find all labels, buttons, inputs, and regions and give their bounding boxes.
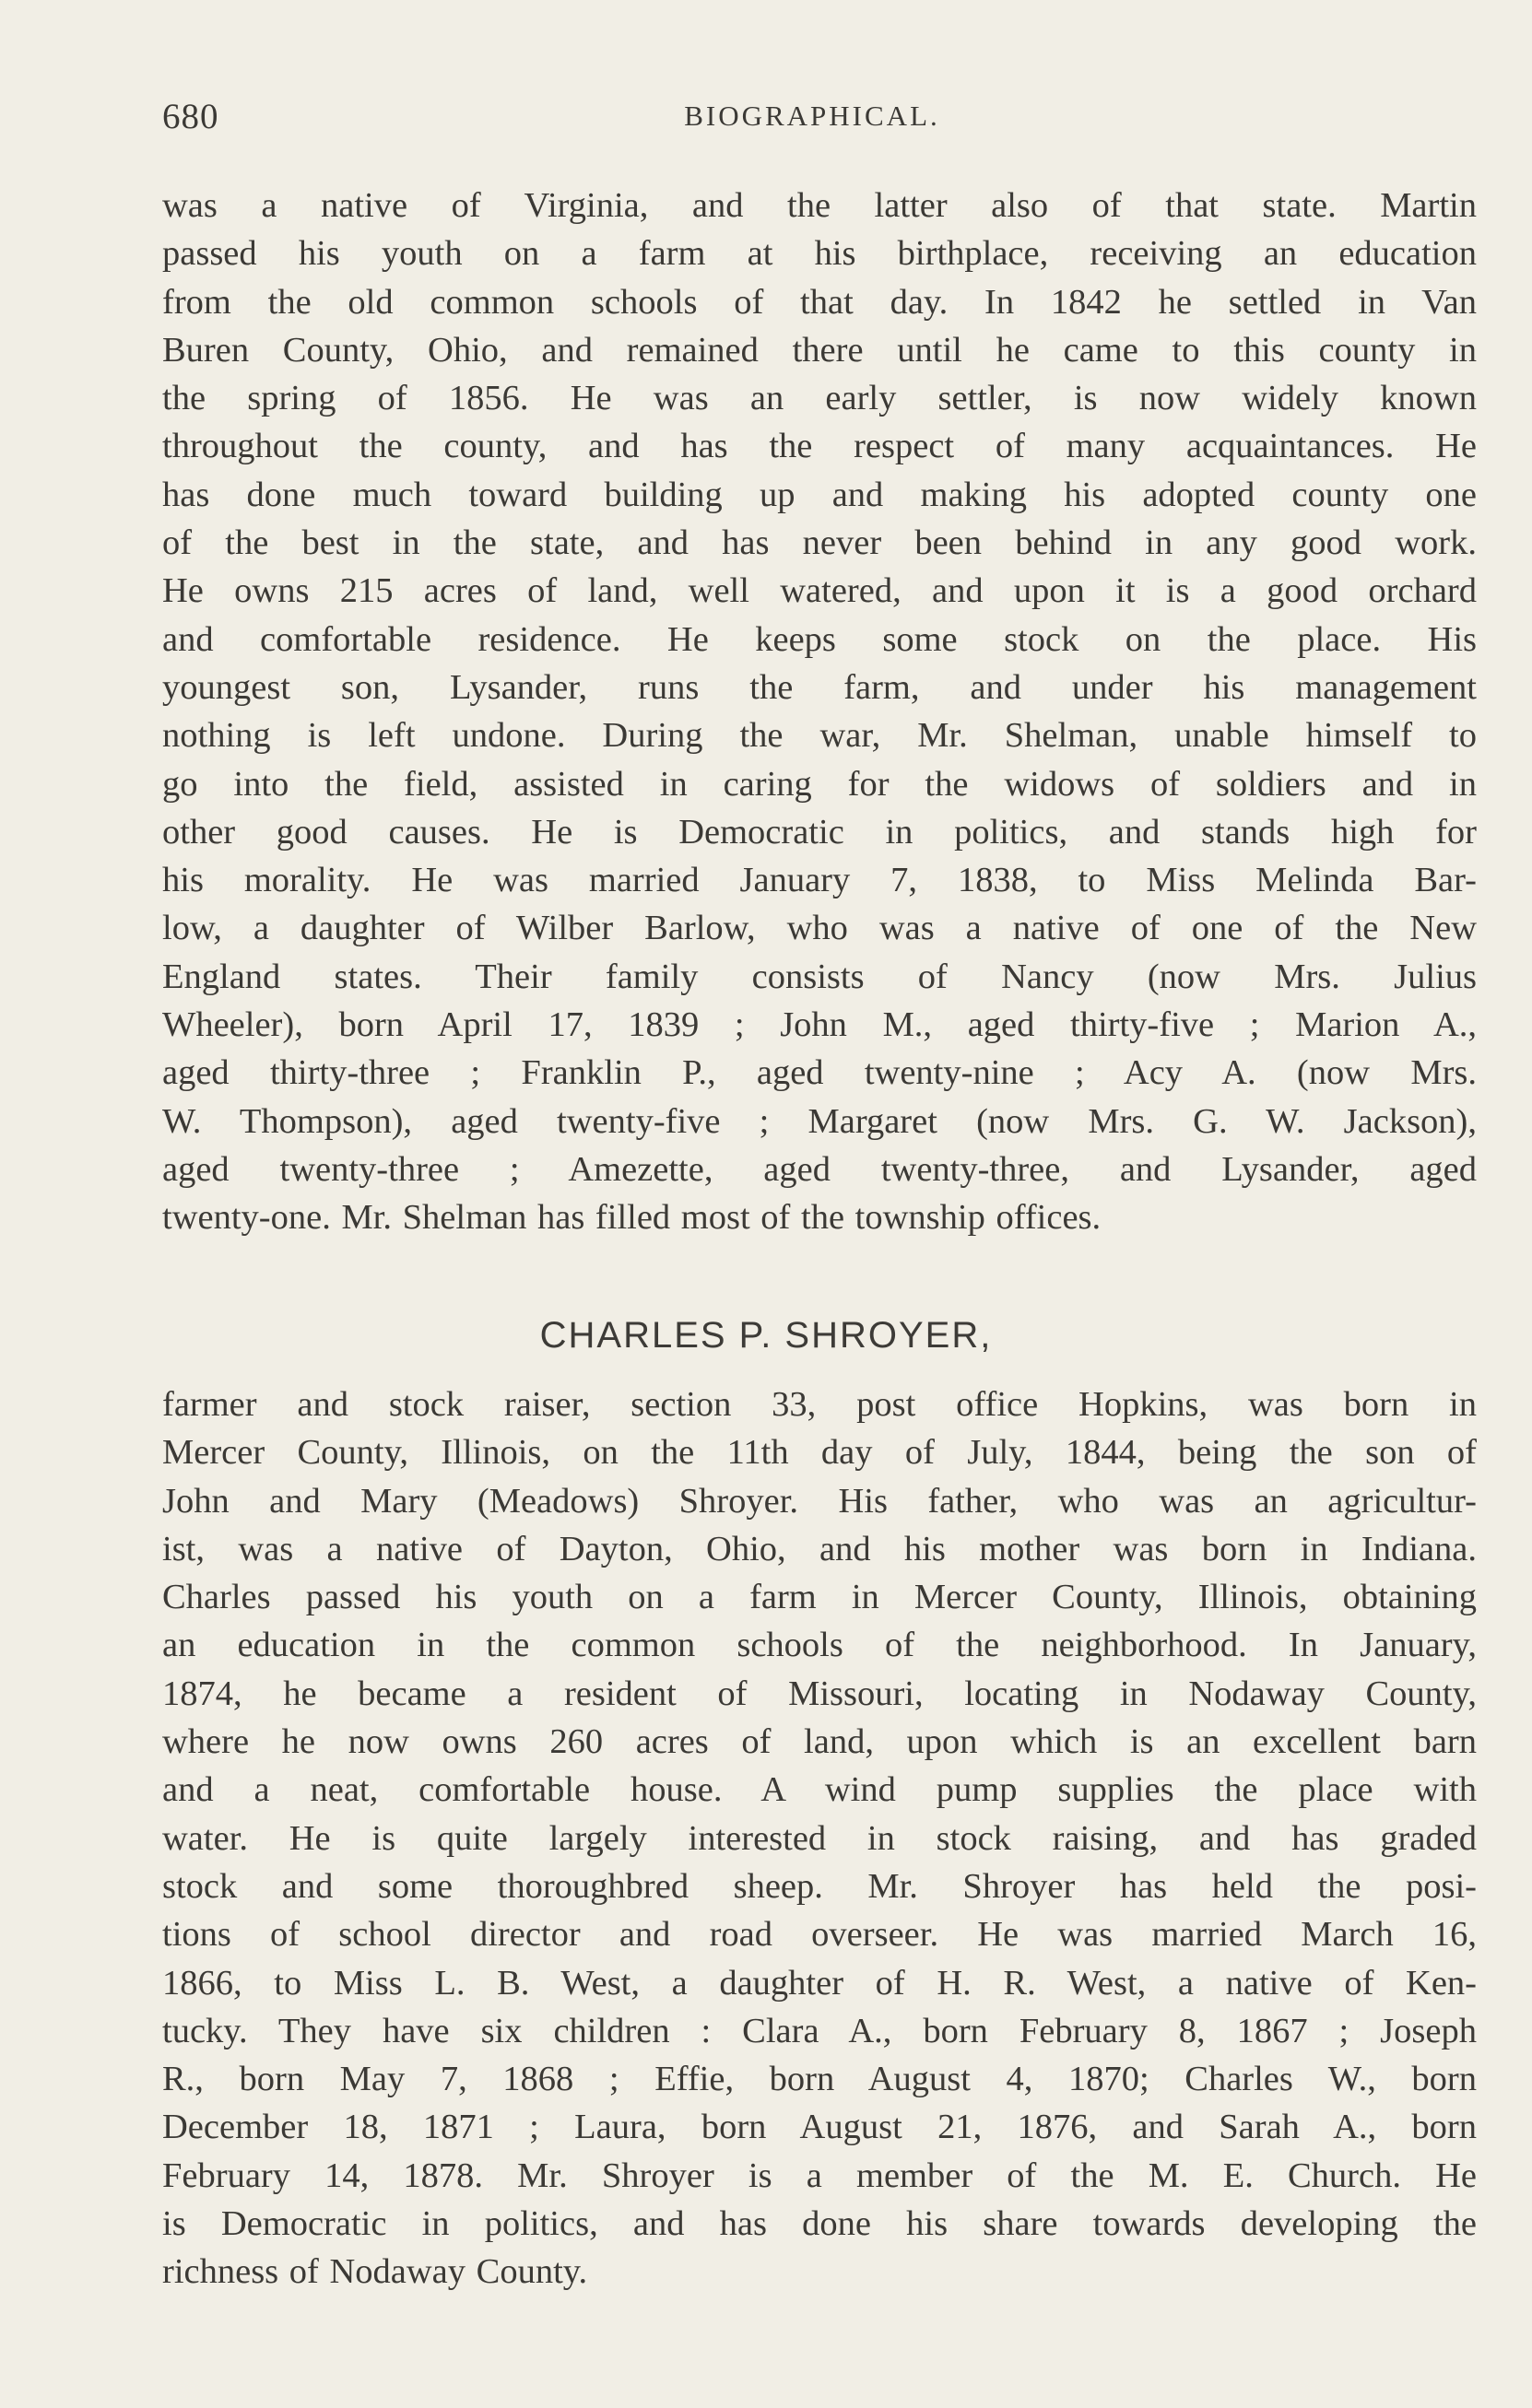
text-line: W. Thompson), aged twenty-five ; Margaret (now Mrs. G. W. Jackson), [162,1101,1477,1141]
text-line: Wheeler), born April 17, 1839 ; John M., aged thirty-five ; Marion A., [162,1005,1477,1045]
text-line: December 18, 1871 ; Laura, born August 21, 1876, and Sarah A., born [162,2108,1477,2147]
text-line: twenty-one. Mr. Shelman has filled most of the township offices. [162,1198,1102,1238]
text-line: other good causes. He is Democratic in politics, and stands high for [162,812,1477,852]
text-line: from the old common schools of that day. In 1842 he settled in Van [162,282,1477,322]
text-line: has done much toward building up and making his adopted county one [162,475,1477,514]
text-line: He owns 215 acres of land, well watered, and upon it is a good orchard [162,571,1477,611]
text-line: is Democratic in politics, and has done his share towards developing the [162,2204,1477,2244]
section-heading: CHARLES P. SHROYER, [539,1315,993,1357]
text-line: Buren County, Ohio, and remained there until he came to this county in [162,330,1477,370]
text-line: his morality. He was married January 7, 1838, to Miss Melinda Bar- [162,861,1477,900]
text-line: aged thirty-three ; Franklin P., aged twenty-nine ; Acy A. (now Mrs. [162,1053,1477,1093]
running-title: BIOGRAPHICAL. [684,100,940,132]
text-line: Mercer County, Illinois, on the 11th day of July, 1844, being the son of [162,1433,1477,1473]
text-line: richness of Nodaway County. [162,2252,588,2292]
text-line: and comfortable residence. He keeps some stock on the place. His [162,619,1477,659]
text-line: youngest son, Lysander, runs the farm, and under his management [162,667,1477,707]
text-line: stock and some thoroughbred sheep. Mr. Shroyer has held the posi- [162,1866,1477,1906]
text-line: 1874, he became a resident of Missouri, locating in Nodaway County, [162,1674,1477,1713]
text-line: farmer and stock raiser, section 33, post office Hopkins, was born in [162,1385,1477,1424]
text-line: was a native of Virginia, and the latter also of that state. Martin [162,186,1477,225]
text-line: aged twenty-three ; Amezette, aged twenty-three, and Lysander, aged [162,1149,1477,1189]
text-line: ist, was a native of Dayton, Ohio, and his mother was born in Indiana. [162,1529,1477,1568]
text-line: where he now owns 260 acres of land, upon which is an excellent barn [162,1722,1477,1762]
text-line: the spring of 1856. He was an early settler, is now widely known [162,379,1477,418]
text-line: low, a daughter of Wilber Barlow, who was a native of one of the New [162,909,1477,948]
text-line: February 14, 1878. Mr. Shroyer is a member of the M. E. Church. He [162,2155,1477,2195]
text-line: and a neat, comfortable house. A wind pump supplies the place with [162,1770,1477,1810]
text-line: an education in the common schools of the neighborhood. In January, [162,1626,1477,1665]
text-line: 1866, to Miss L. B. West, a daughter of H. R. West, a native of Ken- [162,1963,1477,2003]
text-line: passed his youth on a farm at his birthplace, receiving an education [162,234,1477,274]
running-head [162,96,1462,142]
text-line: Charles passed his youth on a farm in Mercer County, Illinois, obtaining [162,1578,1477,1617]
text-line: of the best in the state, and has never been behind in any good work. [162,523,1477,563]
text-line: tions of school director and road overseer. He was married March 16, [162,1915,1477,1955]
paragraph-shelman [162,182,1477,1242]
text-line: water. He is quite largely interested in stock raising, and has graded [162,1818,1477,1858]
text-line: throughout the county, and has the respect of many acquaintances. He [162,427,1477,466]
page-number: 680 [162,97,219,136]
text-line: John and Mary (Meadows) Shroyer. His father, who was an agricultur- [162,1481,1477,1521]
text-line: tucky. They have six children : Clara A., born February 8, 1867 ; Joseph [162,2011,1477,2050]
text-line: England states. Their family consists of Nancy (now Mrs. Julius [162,957,1477,996]
text-line: R., born May 7, 1868 ; Effie, born August 4, 1870; Charles W., born [162,2060,1477,2099]
text-line: go into the field, assisted in caring for the widows of soldiers and in [162,764,1477,804]
text-line: nothing is left undone. During the war, Mr. Shelman, unable himself to [162,716,1477,756]
paragraph-shroyer [162,1380,1477,2296]
